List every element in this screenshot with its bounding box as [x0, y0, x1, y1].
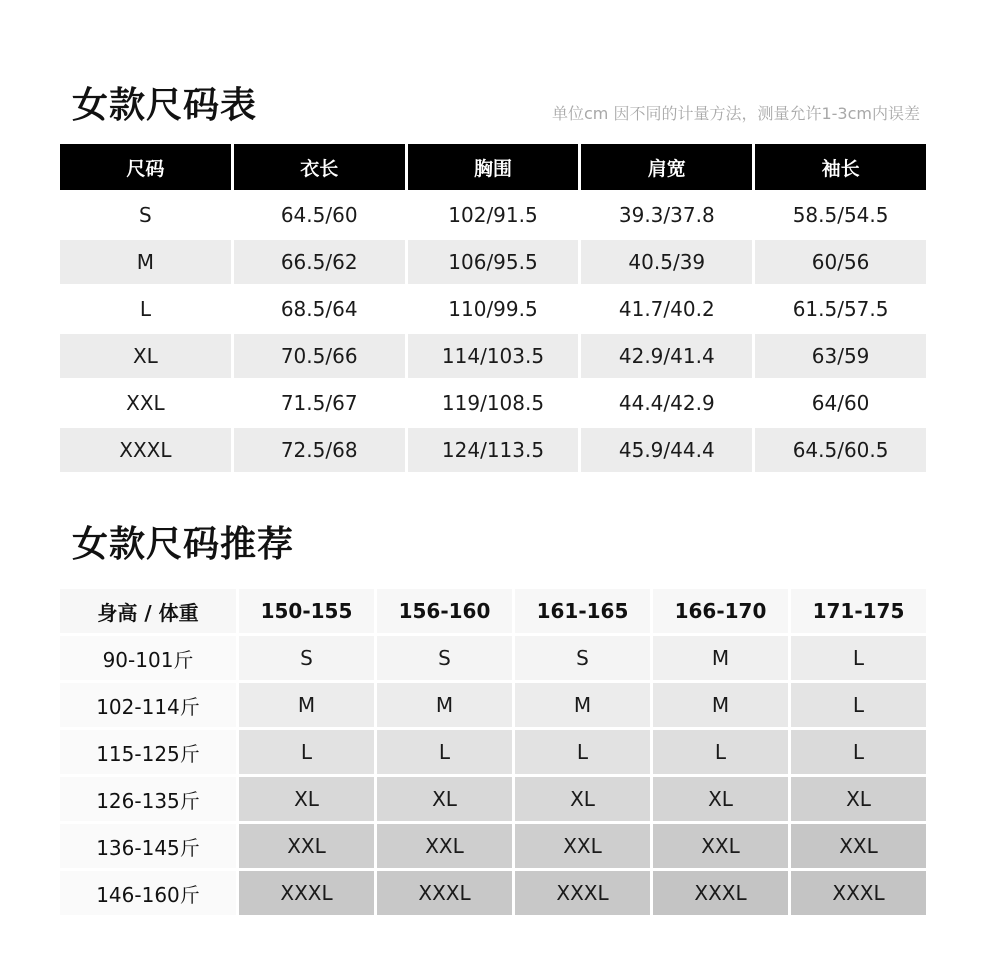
- recommend-size-cell: XXL: [791, 824, 926, 868]
- size-chart-header-cell: 衣长: [234, 144, 405, 190]
- weight-label-cell: 136-145斤: [60, 824, 236, 868]
- measurement-cell: 106/95.5: [408, 240, 579, 284]
- weight-label-cell: 146-160斤: [60, 871, 236, 915]
- recommend-size-cell: XL: [515, 777, 650, 821]
- height-header-cell: 166-170: [653, 589, 788, 633]
- size-chart-header-cell: 胸围: [408, 144, 579, 190]
- measurement-cell: 58.5/54.5: [755, 193, 926, 237]
- size-label-cell: M: [60, 240, 231, 284]
- measurement-cell: 64/60: [755, 381, 926, 425]
- measurement-cell: 60/56: [755, 240, 926, 284]
- size-recommend-title: 女款尺码推荐: [72, 524, 295, 565]
- weight-label-cell: 126-135斤: [60, 777, 236, 821]
- size-chart-header-cell: 尺码: [60, 144, 231, 190]
- measurement-cell: 42.9/41.4: [581, 334, 752, 378]
- measurement-cell: 68.5/64: [234, 287, 405, 331]
- size-label-cell: XL: [60, 334, 231, 378]
- recommend-size-cell: L: [791, 636, 926, 680]
- recommend-size-cell: XXXL: [791, 871, 926, 915]
- size-label-cell: XXL: [60, 381, 231, 425]
- recommend-size-cell: XXXL: [653, 871, 788, 915]
- recommend-size-cell: M: [515, 683, 650, 727]
- recommend-size-cell: L: [653, 730, 788, 774]
- recommend-size-cell: L: [791, 683, 926, 727]
- recommend-size-cell: L: [791, 730, 926, 774]
- recommend-size-cell: XL: [791, 777, 926, 821]
- size-label-cell: XXXL: [60, 428, 231, 472]
- size-label-cell: L: [60, 287, 231, 331]
- recommend-size-cell: XXL: [515, 824, 650, 868]
- measurement-cell: 124/113.5: [408, 428, 579, 472]
- recommend-size-cell: M: [377, 683, 512, 727]
- measurement-cell: 41.7/40.2: [581, 287, 752, 331]
- recommend-size-cell: L: [239, 730, 374, 774]
- measurement-note: 单位cm 因不同的计量方法，测量允许1-3cm内误差: [552, 104, 920, 123]
- recommend-size-cell: XXXL: [515, 871, 650, 915]
- recommend-size-cell: L: [515, 730, 650, 774]
- measurement-cell: 40.5/39: [581, 240, 752, 284]
- measurement-cell: 110/99.5: [408, 287, 579, 331]
- size-chart-table: [60, 144, 926, 472]
- measurement-cell: 45.9/44.4: [581, 428, 752, 472]
- recommend-size-cell: XXL: [377, 824, 512, 868]
- height-header-cell: 156-160: [377, 589, 512, 633]
- height-header-cell: 171-175: [791, 589, 926, 633]
- size-recommend-table: [60, 589, 926, 915]
- size-label-cell: S: [60, 193, 231, 237]
- recommend-size-cell: M: [653, 683, 788, 727]
- recommend-size-cell: S: [239, 636, 374, 680]
- recommend-size-cell: XXL: [653, 824, 788, 868]
- measurement-cell: 72.5/68: [234, 428, 405, 472]
- height-header-cell: 161-165: [515, 589, 650, 633]
- size-chart-title: 女款尺码表: [72, 85, 258, 126]
- weight-label-cell: 90-101斤: [60, 636, 236, 680]
- recommend-size-cell: S: [377, 636, 512, 680]
- measurement-cell: 70.5/66: [234, 334, 405, 378]
- measurement-cell: 114/103.5: [408, 334, 579, 378]
- size-chart-header-cell: 袖长: [755, 144, 926, 190]
- recommend-size-cell: L: [377, 730, 512, 774]
- recommend-corner-cell: 身高 / 体重: [60, 589, 236, 633]
- measurement-cell: 102/91.5: [408, 193, 579, 237]
- recommend-size-cell: XXXL: [377, 871, 512, 915]
- recommend-size-cell: XXL: [239, 824, 374, 868]
- weight-label-cell: 102-114斤: [60, 683, 236, 727]
- recommend-size-cell: M: [239, 683, 374, 727]
- measurement-cell: 63/59: [755, 334, 926, 378]
- height-header-cell: 150-155: [239, 589, 374, 633]
- recommend-size-cell: XXXL: [239, 871, 374, 915]
- measurement-cell: 64.5/60.5: [755, 428, 926, 472]
- recommend-size-cell: XL: [377, 777, 512, 821]
- measurement-cell: 64.5/60: [234, 193, 405, 237]
- weight-label-cell: 115-125斤: [60, 730, 236, 774]
- measurement-cell: 61.5/57.5: [755, 287, 926, 331]
- recommend-size-cell: XL: [653, 777, 788, 821]
- measurement-cell: 39.3/37.8: [581, 193, 752, 237]
- measurement-cell: 44.4/42.9: [581, 381, 752, 425]
- measurement-cell: 71.5/67: [234, 381, 405, 425]
- measurement-cell: 66.5/62: [234, 240, 405, 284]
- measurement-cell: 119/108.5: [408, 381, 579, 425]
- recommend-size-cell: S: [515, 636, 650, 680]
- size-chart-header-cell: 肩宽: [581, 144, 752, 190]
- recommend-size-cell: XL: [239, 777, 374, 821]
- recommend-size-cell: M: [653, 636, 788, 680]
